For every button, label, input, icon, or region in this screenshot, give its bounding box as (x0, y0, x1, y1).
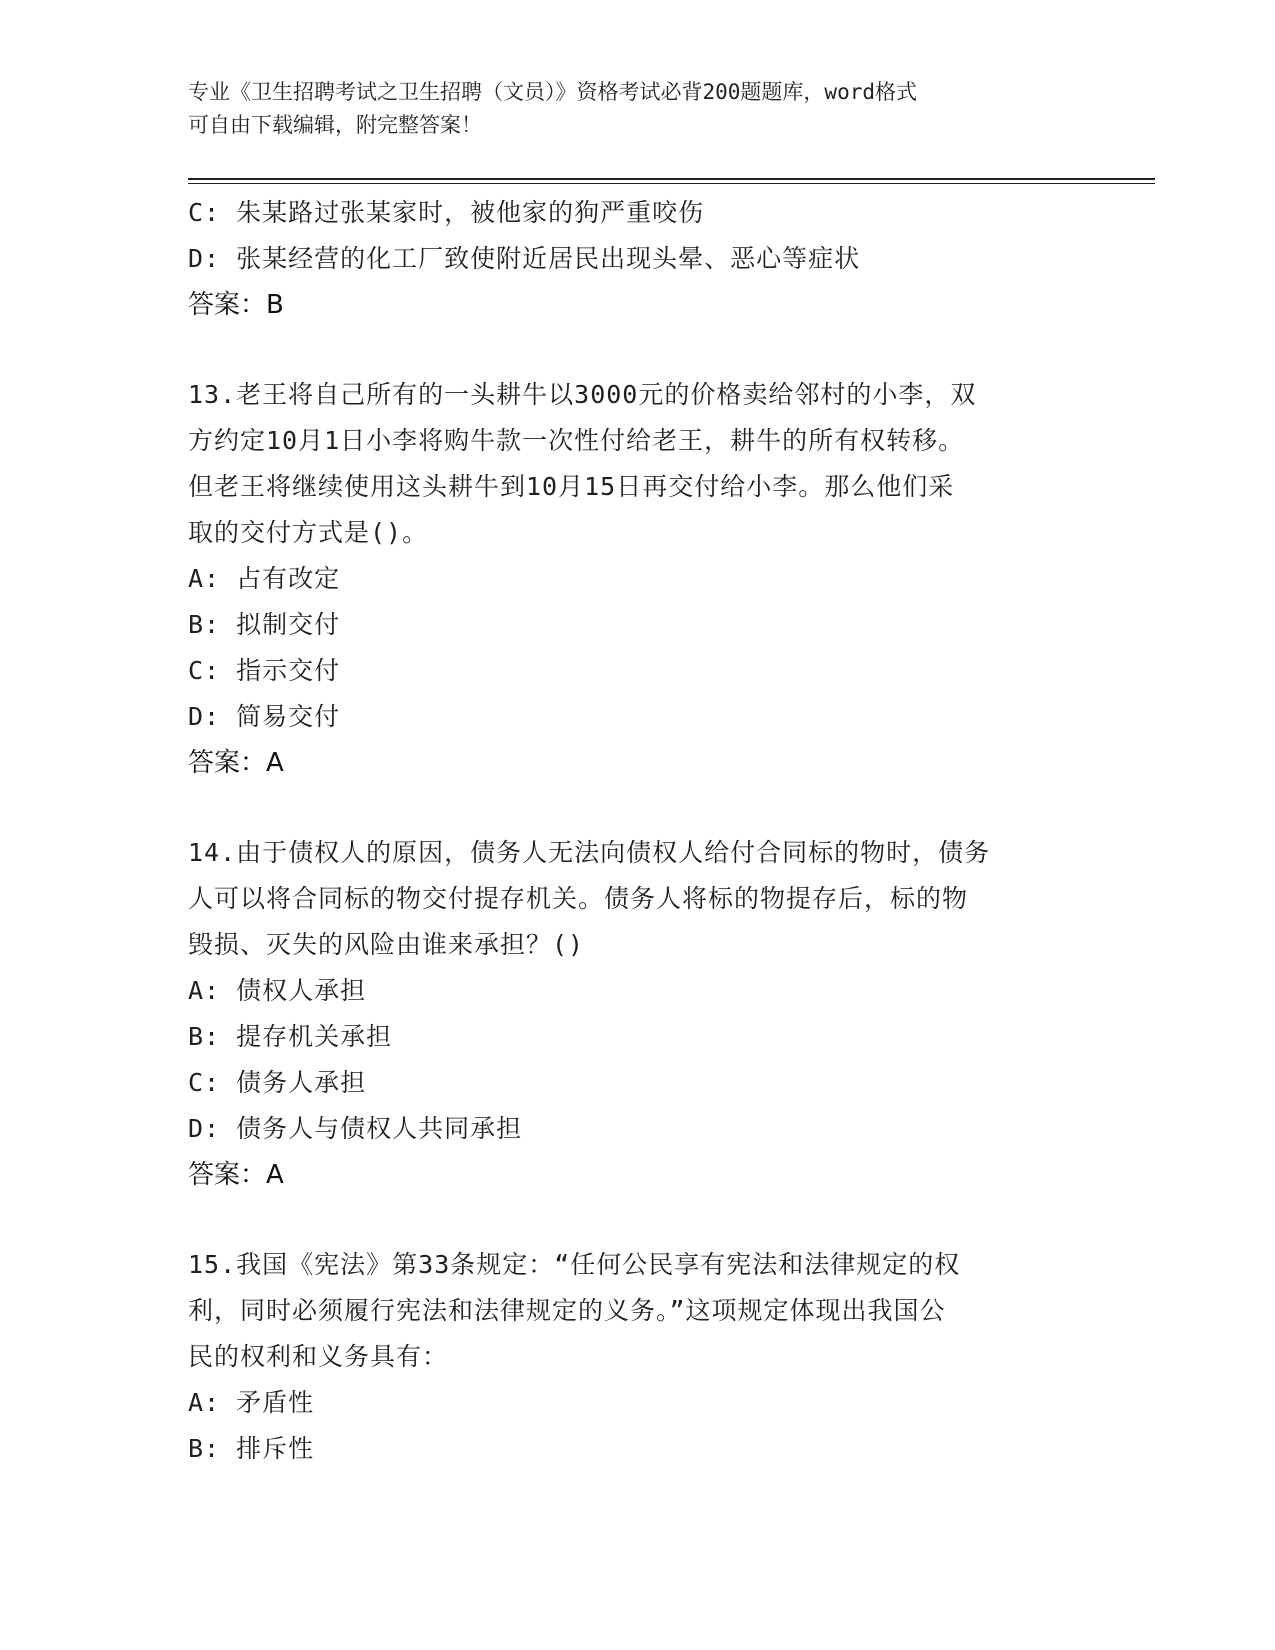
header-rule-thick (188, 178, 1155, 180)
question-stem-line: 13.老王将自己所有的一头耕牛以3000元的价格卖给邻村的小李，双 (188, 380, 977, 409)
question-stem-line: 利，同时必须履行宪法和法律规定的义务。”这项规定体现出我国公 (188, 1296, 946, 1325)
question-stem-line: 15.我国《宪法》第33条规定：“任何公民享有宪法和法律规定的权 (188, 1250, 961, 1279)
question-14 (188, 830, 1088, 1198)
question-list (188, 190, 1088, 1472)
answer-line: 答案：A (188, 1160, 284, 1190)
option-d: D: 债务人与债权人共同承担 (188, 1114, 523, 1143)
answer-line: 答案：A (188, 748, 284, 778)
question-stem-line: 取的交付方式是()。 (188, 518, 429, 547)
question-stem-line: 民的权利和义务具有： (188, 1342, 449, 1371)
header-rule-thin (188, 183, 1155, 184)
option-a: A: 占有改定 (188, 564, 341, 593)
question-stem-line: 方约定10月1日小李将购牛款一次性付给老王，耕牛的所有权转移。 (188, 426, 965, 455)
option-c: C: 朱某路过张某家时，被他家的狗严重咬伤 (188, 198, 705, 227)
spacer (188, 328, 1088, 372)
question-15 (188, 1242, 1088, 1472)
question-stem-line: 14.由于债权人的原因，债务人无法向债权人给付合同标的物时，债务 (188, 838, 991, 867)
option-a: A: 矛盾性 (188, 1388, 315, 1417)
question-12-tail (188, 190, 1088, 328)
option-d: D: 张某经营的化工厂致使附近居民出现头晕、恶心等症状 (188, 244, 861, 273)
document-header (188, 76, 1088, 142)
header-title-line-2: 可自由下载编辑，附完整答案！ (188, 113, 482, 137)
option-b: B: 拟制交付 (188, 610, 341, 639)
spacer (188, 786, 1088, 830)
question-stem-line: 毁损、灭失的风险由谁来承担？() (188, 930, 585, 959)
spacer (188, 1198, 1088, 1242)
option-b: B: 提存机关承担 (188, 1022, 393, 1051)
question-stem-line: 但老王将继续使用这头耕牛到10月15日再交付给小李。那么他们采 (188, 472, 955, 501)
question-stem-line: 人可以将合同标的物交付提存机关。债务人将标的物提存后，标的物 (188, 884, 969, 913)
header-title-line-1: 专业《卫生招聘考试之卫生招聘（文员）》资格考试必背200题题库，word格式 (188, 80, 917, 104)
option-a: A: 债权人承担 (188, 976, 367, 1005)
answer-line: 答案：B (188, 290, 284, 320)
option-b: B: 排斥性 (188, 1434, 315, 1463)
question-13 (188, 372, 1088, 786)
option-c: C: 指示交付 (188, 656, 341, 685)
option-d: D: 简易交付 (188, 702, 341, 731)
option-c: C: 债务人承担 (188, 1068, 367, 1097)
